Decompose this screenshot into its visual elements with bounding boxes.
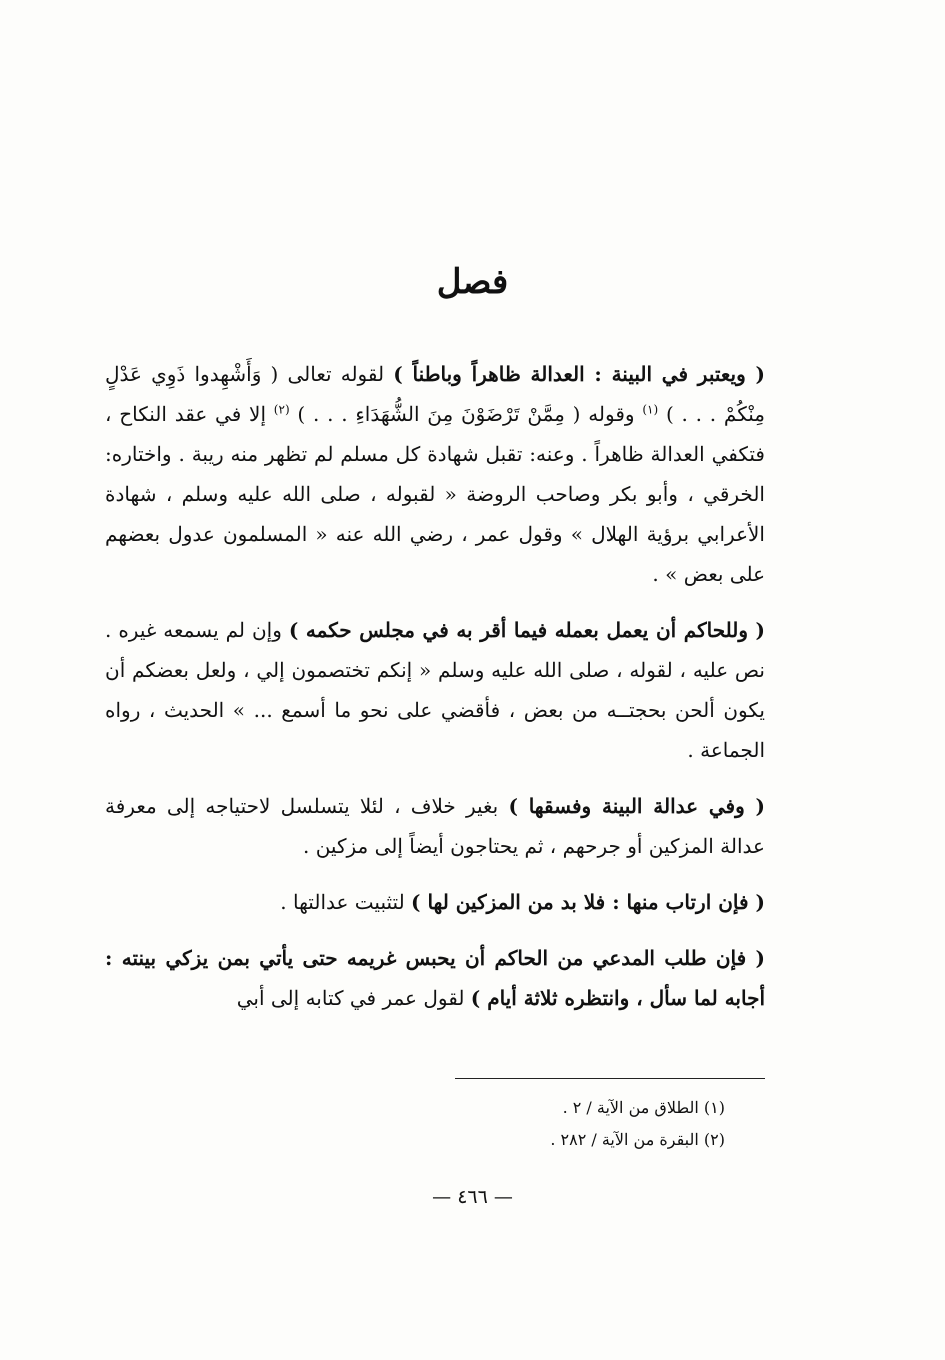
paragraph-4 [105,882,765,922]
paragraph-1-text-c: إلا في عقد النكاح ، فتكفي العدالة ظاهراً . وعنه: تقبل شهادة كل مسلم لم تظهر منه ريبة . واختاره: الخرقي ، وأبو بكر وصاحب الروضة « لقبوله ، صلى الله عليه وسلم ، شهادة الأعرابي برؤية الهلال » وقول عمر ، رضي الله عنه « المسلمون عدول بعضهم على بعض » . [105,402,765,586]
paragraph-5-heading: ( فإن طلب المدعي من الحاكم أن يحبس غريمه حتى يأتي بمن يزكي بينته : أجابه لما سأل ، وانتظره ثلاثة أيام ) [105,946,765,1010]
paragraph-4-heading: ( فإن ارتاب منها : فلا بد من المزكين لها ) [411,890,765,914]
paragraph-3-heading: ( وفي عدالة البينة وفسقها ) [508,794,766,818]
paragraph-1-heading: ( ويعتبر في البينة : العدالة ظاهراً وباطناً ) [393,362,766,386]
page-number: — ٤٦٦ — [432,1186,513,1208]
footnote-2: (٢) البقرة من الآية / ٢٨٢ . [550,1130,725,1149]
footnote-1: (١) الطلاق من الآية / ٢ . [562,1098,725,1117]
paragraph-3 [105,786,765,866]
paragraph-5 [105,938,765,1018]
paragraph-3-text: بغير خلاف ، لئلا يتسلسل لاحتياجه إلى معرفة عدالة المزكين أو جرحهم ، ثم يحتاجون أيضاً إلى مزكين . [105,794,765,858]
paragraph-2 [105,610,765,770]
footnotes [200,1092,725,1156]
chapter-title: فصل [436,262,509,302]
paragraph-4-text: لتثبيت عدالتها . [280,890,405,914]
paragraph-1-text-a: لقوله تعالى ( وَأَشْهِدوا ذَوِي عَدْلٍ مِنْكُمْ . . . ) [105,362,766,426]
paragraph-2-text: وإن لم يسمعه غيره . نص عليه ، لقوله ، صلى الله عليه وسلم « إنكم تختصمون إلي ، ولعل بعضكم أن يكون ألحن بحجتــه من بعض ، فأقضي على نحو ما أسمع ... » الحديث ، رواه الجماعة . [105,618,765,762]
footnote-divider [455,1078,765,1079]
paragraph-1-text-b: وقوله ( مِمَّنْ تَرْضَوْنَ مِنَ الشُّهَدَاءِ . . . ) [297,402,635,426]
paragraph-1 [105,354,765,594]
body-text [105,354,765,1018]
paragraph-5-text: لقول عمر في كتابه إلى أبي [236,986,465,1010]
footnote-ref-2: (٢) [273,402,290,417]
footnote-ref-1: (١) [642,402,659,417]
paragraph-2-heading: ( وللحاكم أن يعمل بعمله فيما أقر به في مجلس حكمه ) [288,618,766,642]
